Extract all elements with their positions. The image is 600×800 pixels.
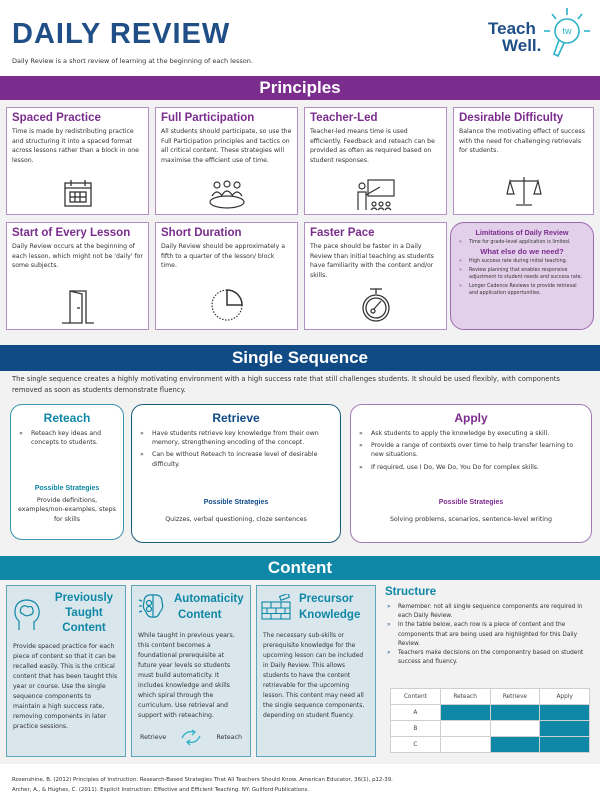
card-title: Faster Pace [310, 227, 375, 239]
box-title-line: Content [62, 622, 106, 634]
row-label: A [391, 705, 441, 721]
reteach-strategies: Provide definitions, examples/non-examples, steps for skills [18, 497, 116, 523]
previously-taught-box [6, 585, 126, 757]
stopwatch-icon [359, 287, 393, 323]
box-title-line: Knowledge [299, 609, 361, 621]
reference-item: Rosenshine, B. (2012) Principles of Instruction: Research-Based Strategies That All Teachers Should Know. American Educator, 36(1), p12-39. [12, 777, 393, 783]
box-text: While taught in previous years, this content becomes a foundational prerequisite at future year levels so students must build automaticity. It includes knowledge and skills which spiral through the curriculum. Use retrieval and support with reteaching. [138, 632, 235, 719]
structure-section [385, 586, 595, 667]
card-text: Daily Review should be approximately a fifth to a quarter of the lesson/ block time. [161, 243, 286, 270]
teachwell-logo [484, 6, 592, 68]
apply-strategies-label: Possible Strategies [438, 499, 504, 506]
cycle-arrows-icon [178, 728, 204, 746]
box-title-line: Taught [65, 607, 103, 619]
scales-icon [506, 174, 542, 208]
card-spaced-practice [6, 107, 149, 215]
box-title-line: Precursor [299, 593, 354, 605]
single-sequence-intro: The single sequence creates a highly motivating environment with a high success rate that still challenges students. It should be used flexibly, with components removed as soon as students demonstrate fluency. [12, 375, 560, 394]
card-text: Time is made by redistributing practice and structuring it into a spaced format across lessons rather than a block in one lesson. [12, 128, 139, 164]
box-text: The necessary sub-skills or prerequisite knowledge for the upcoming lesson can be included in Daily Review. This allows students to have the content retrievable for the upcoming lesson. This content may need all the single sequence components, depending on student fluency. [263, 632, 365, 719]
logo-line2: Well. [502, 36, 542, 55]
table-row [391, 705, 590, 721]
group-table-icon [207, 180, 247, 210]
apply-item: » Provide a range of contexts over time to help transfer learning to new situations. [359, 441, 583, 459]
column-header: Retrieve [490, 689, 540, 705]
content-banner: Content [0, 556, 600, 580]
apply-item: » If required, use I Do, We Do, You Do for complex skills. [359, 463, 583, 472]
apply-strategies: Solving problems, scenarios, sentence-level writing [389, 516, 553, 523]
calendar-icon [63, 178, 93, 208]
page-header [0, 0, 600, 76]
box-title-line: Automaticity [174, 593, 244, 605]
retrieve-reteach-cycle [140, 728, 242, 746]
limitations-panel [450, 222, 594, 330]
cycle-left-label: Retrieve [140, 733, 167, 741]
svg-text:tw: tw [562, 26, 572, 36]
retrieve-item: » Can be without Reteach to increase level of desirable difficulty. [140, 450, 332, 468]
card-text: All students should participate, so use the Full Participation principles and tactics on all critical content. These strategies will maximise the efficient use of time. [161, 128, 292, 164]
need-item: » Longer Cadence Reviews to provide retrieval and application opportunities. [459, 283, 585, 298]
retrieve-box [131, 404, 341, 543]
structure-item: » Teachers make decisions on the componentry based on student success and fluency. [385, 649, 595, 667]
table-header-row [391, 689, 590, 705]
page-subtitle: Daily Review is a short review of learning at the beginning of each lesson. [12, 57, 253, 65]
principles-banner: Principles [0, 76, 600, 100]
apply-item: » Ask students to apply the knowledge by executing a skill. [359, 429, 583, 438]
limitations-title: Limitations of Daily Review [475, 228, 569, 237]
row-label: C [391, 737, 441, 753]
cell-reteach [440, 737, 490, 753]
box-text: Provide spaced practice for each piece of content so that it can be recalled easily. This is the critical content that has been taught this year or course. Use the single sequence components to maintain a high success rate, removing components in later practice sessions. [13, 643, 118, 730]
card-title: Spaced Practice [12, 112, 101, 124]
automaticity-box [131, 585, 251, 757]
reference-item: Archer, A., & Hughes, C. (2011). Explicit Instruction: Effective and Efficient Teaching. NY: Guilford Publications. [12, 787, 310, 793]
brain-gear-icon [138, 592, 168, 620]
column-header: Reteach [440, 689, 490, 705]
card-title: Teacher-Led [310, 112, 378, 124]
need-item: » Review planning that enables responsive adjustment to student needs and success rate. [459, 267, 585, 282]
card-desirable-difficulty [453, 107, 594, 215]
card-title: Short Duration [161, 227, 242, 239]
cell-reteach [440, 705, 490, 721]
cell-apply [540, 737, 590, 753]
table-row [391, 737, 590, 753]
retrieve-strategies: Quizzes, verbal questioning, cloze sentences [165, 516, 307, 523]
structure-item: » In the table below, each row is a piece of content and the components that are being used are highlighted for this Daily Review. [385, 621, 595, 649]
retrieve-title: Retrieve [212, 411, 260, 425]
structure-title: Structure [385, 586, 437, 598]
retrieve-strategies-label: Possible Strategies [203, 499, 269, 506]
card-short-duration [155, 222, 298, 330]
precursor-knowledge-box [256, 585, 376, 757]
cell-reteach [440, 721, 490, 737]
cycle-right-label: Reteach [216, 733, 242, 741]
cell-retrieve [490, 705, 540, 721]
cell-retrieve [490, 721, 540, 737]
card-text: Daily Review occurs at the beginning of each lesson, which might not be 'daily' for some subjects. [12, 243, 143, 270]
column-header: Apply [540, 689, 590, 705]
box-title-line: Content [178, 609, 222, 621]
card-faster-pace [304, 222, 447, 330]
card-start-of-every-lesson [6, 222, 149, 330]
card-title: Desirable Difficulty [459, 112, 564, 124]
reteach-box [10, 404, 124, 540]
quarter-clock-icon [209, 287, 245, 323]
single-sequence-banner: Single Sequence [0, 345, 600, 371]
logo-line1: Teach [488, 19, 536, 38]
limitation-item: » Time for grade-level application is limited. [459, 239, 585, 246]
card-text: Balance the motivating effect of success with the need for challenging retrievals for students. [459, 128, 585, 155]
card-text: Teacher-led means time is used efficiently. Feedback and reteach can be provided as often as required based on student responses. [310, 128, 435, 164]
retrieve-item: » Have students retrieve key knowledge from their own memory, strengthening encoding of the concept. [140, 429, 332, 447]
card-title: Full Participation [161, 112, 255, 124]
card-text: The pace should be faster in a Daily Review than initial teaching as students have familiarity with the content and/or skills. [310, 243, 434, 279]
apply-box [350, 404, 592, 543]
reteach-strategies-label: Possible Strategies [34, 485, 100, 492]
card-teacher-led [304, 107, 447, 215]
page-title: DAILY REVIEW [12, 18, 231, 50]
lightbulb-icon [542, 6, 592, 66]
box-title-line: Previously [54, 592, 114, 604]
cell-apply [540, 721, 590, 737]
need-item: » High success rate during initial teaching. [459, 258, 585, 265]
row-label: B [391, 721, 441, 737]
door-icon [60, 289, 96, 325]
cell-apply [540, 705, 590, 721]
apply-title: Apply [454, 411, 488, 425]
cell-retrieve [490, 737, 540, 753]
table-row [391, 721, 590, 737]
structure-item: » Remember: not all single sequence components are required in each Daily Review. [385, 603, 595, 621]
what-else-title: What else do we need? [480, 247, 564, 257]
teacher-board-icon [356, 178, 396, 212]
card-title: Start of Every Lesson [12, 227, 131, 239]
brain-head-icon [12, 598, 42, 632]
brick-wall-icon [261, 594, 291, 620]
column-header: Content [391, 689, 441, 705]
componentry-table [390, 688, 590, 753]
card-full-participation [155, 107, 298, 215]
reteach-item: » Reteach key ideas and concepts to students. [19, 429, 115, 447]
references [12, 775, 393, 795]
reteach-title: Reteach [43, 411, 91, 425]
